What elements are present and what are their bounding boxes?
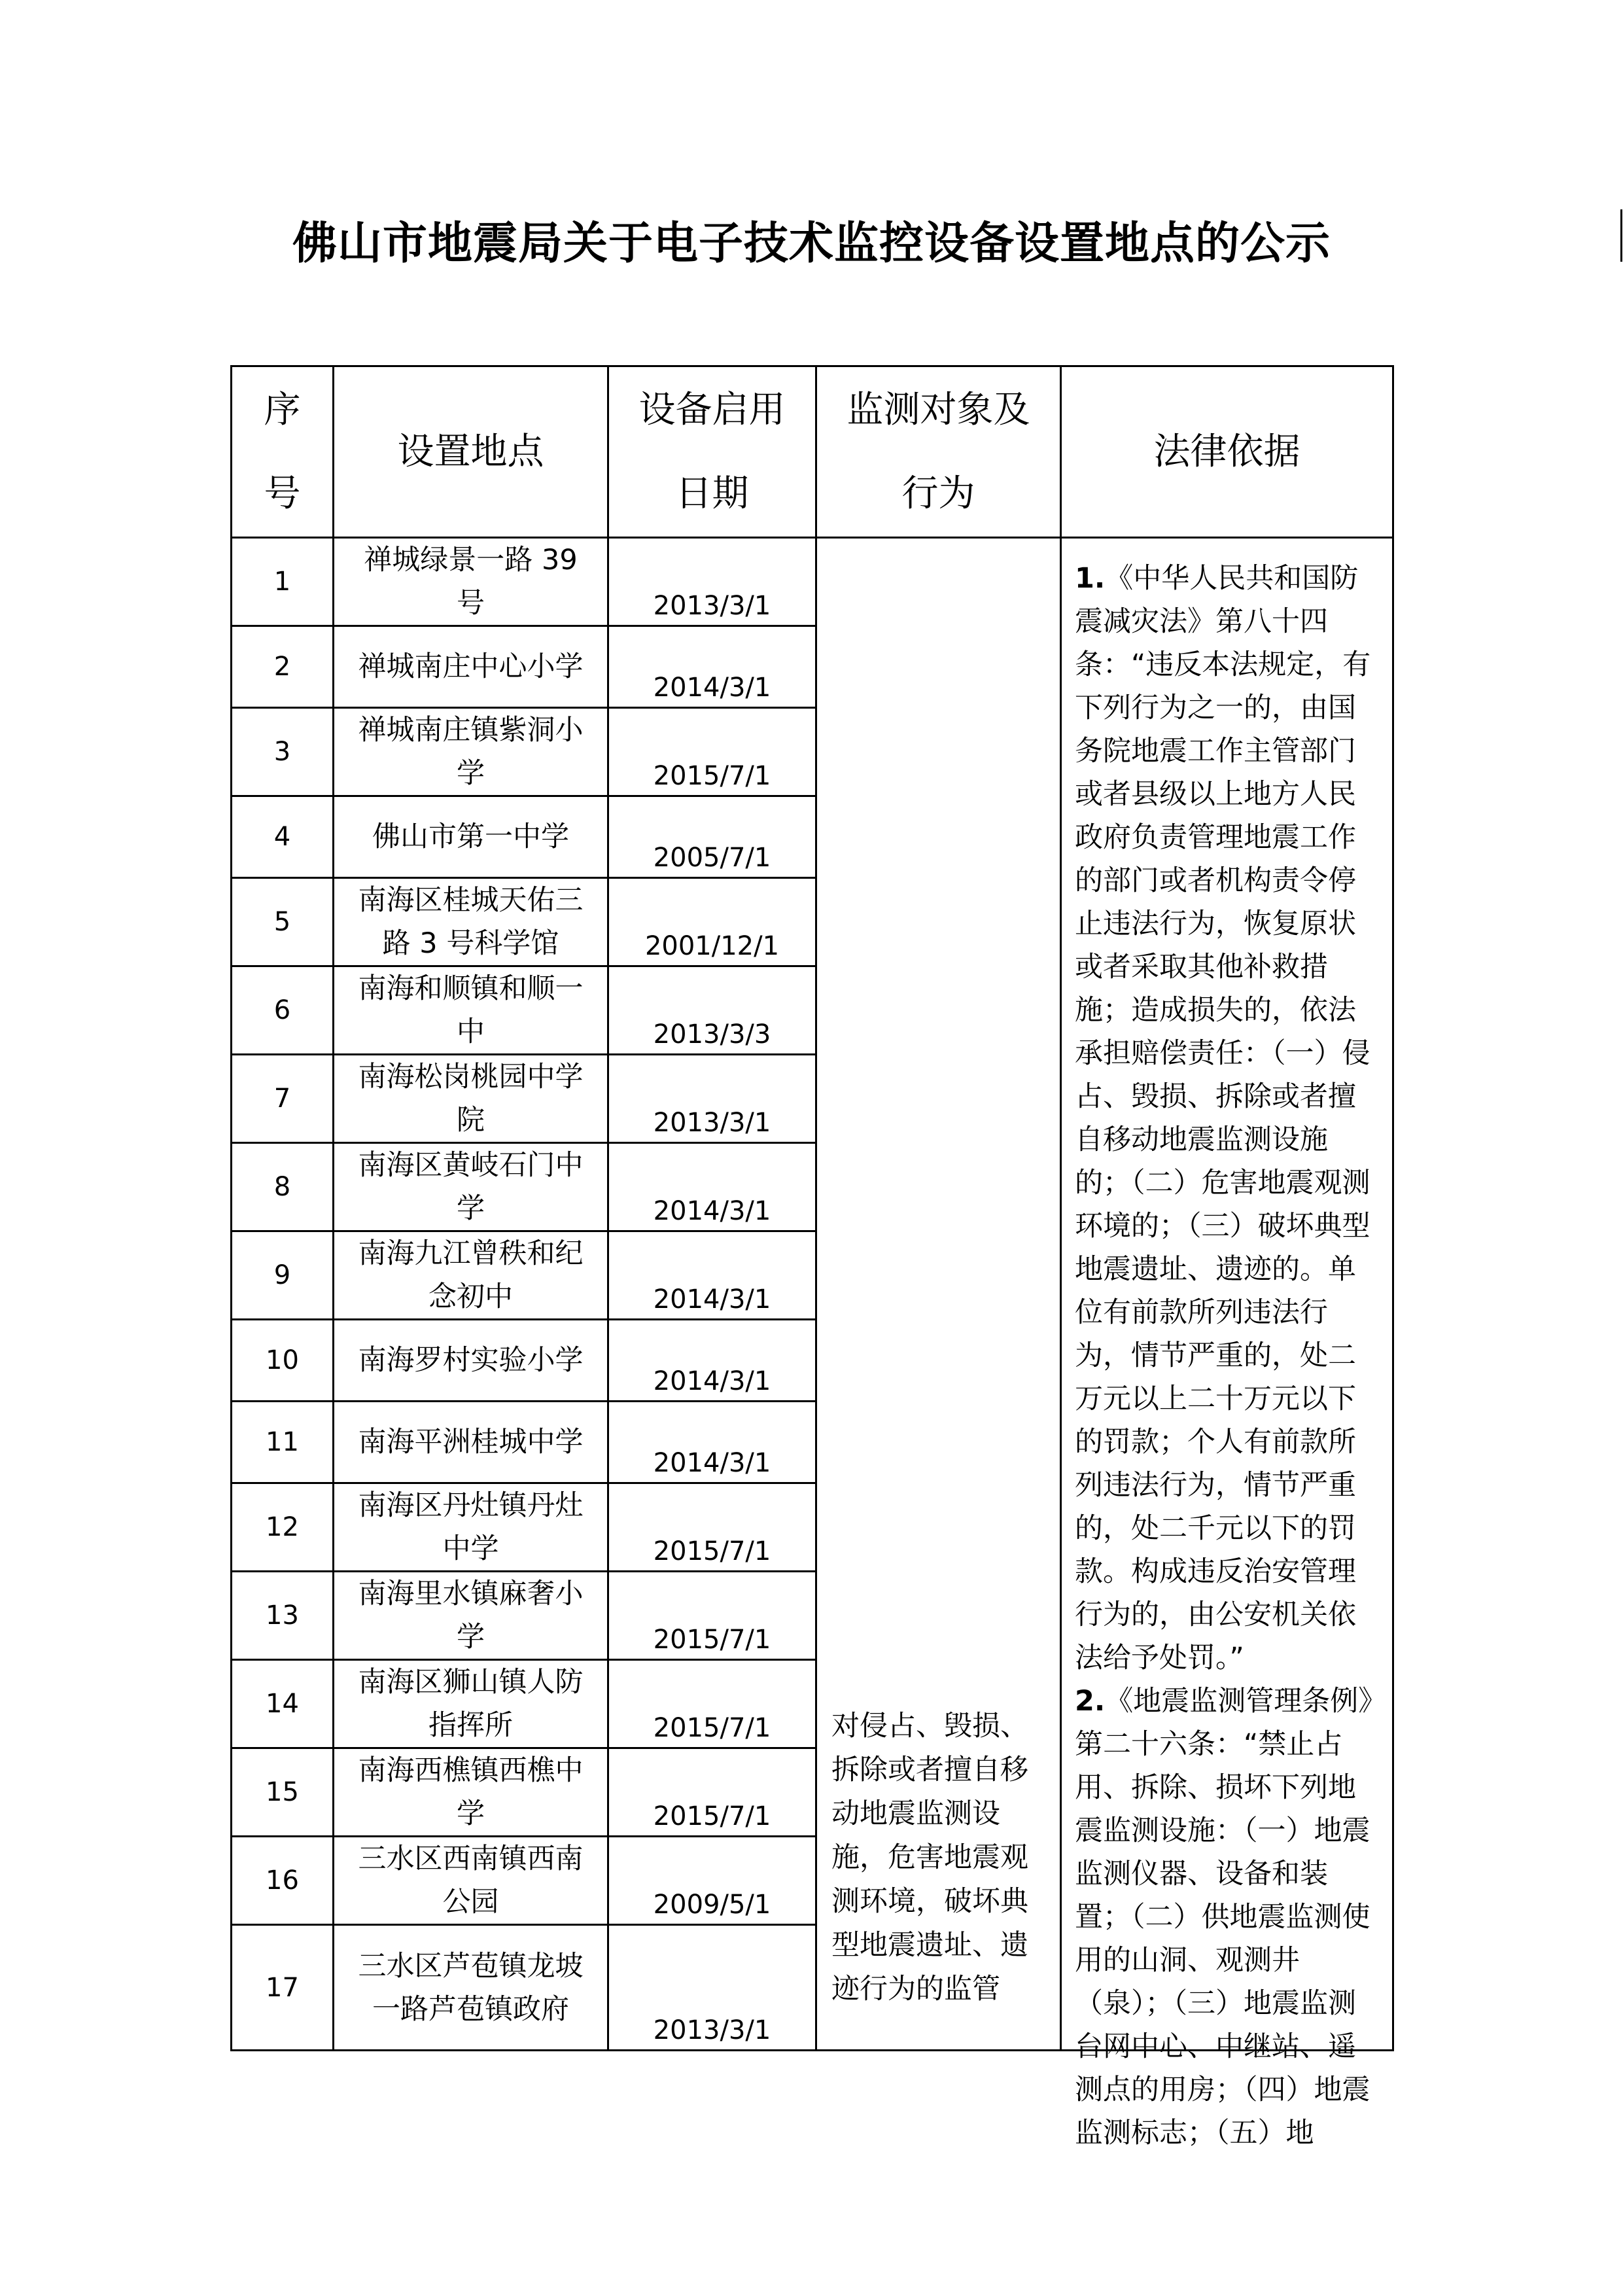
row-date: 2015/7/1	[608, 1483, 816, 1572]
row-number: 8	[232, 1143, 334, 1231]
row-date: 2015/7/1	[608, 1660, 816, 1748]
row-date: 2015/7/1	[608, 1572, 816, 1660]
row-date: 2013/3/1	[608, 1925, 816, 2051]
table-header-row	[232, 366, 1393, 538]
row-location: 禅城南庄镇紫洞小学	[334, 708, 608, 796]
row-location: 佛山市第一中学	[334, 796, 608, 878]
row-number: 5	[232, 878, 334, 966]
row-date: 2014/3/1	[608, 626, 816, 708]
law-item-1-text: 《中华人民共和国防震减灾法》第八十四条：“违反本法规定，有下列行为之一的，由国务院地震工作主管部门或者县级以上地方人民政府负责管理地震工作的部门或者机构责令停止违法行为，恢复原状或者采取其他补救措施；造成损失的，依法承担赔偿责任：（一）侵占、毁损、拆除或者擅自移动地震监测设施的；（二）危害地震观测环境的；（三）破坏典型地震遗址、遗迹的。单位有前款所列违法行为，情节严重的，处二万元以上二十万元以下的罚款；个人有前款所列违法行为，情节严重的，处二千元以下的罚款。构成违反治安管理行为的，由公安机关依法给予处罚。”	[1075, 562, 1371, 1674]
row-number: 17	[232, 1925, 334, 2051]
row-date: 2013/3/3	[608, 966, 816, 1055]
row-number: 6	[232, 966, 334, 1055]
monitoring-target: 对侵占、毁损、拆除或者擅自移动地震监测设施，危害地震观测环境，破坏典型地震遗址、遗迹行为的监管	[816, 538, 1061, 2051]
law-item-2	[1075, 1680, 1379, 2155]
row-date: 2001/12/1	[608, 878, 816, 966]
row-location: 南海区桂城天佑三路 3 号科学馆	[334, 878, 608, 966]
row-date: 2015/7/1	[608, 1748, 816, 1837]
page-title: 佛山市地震局关于电子技术监控设备设置地点的公示	[292, 218, 1331, 270]
header-law: 法律依据	[1061, 366, 1393, 538]
row-date: 2009/5/1	[608, 1837, 816, 1925]
law-item-1-number: 1.	[1075, 562, 1106, 595]
row-number: 9	[232, 1231, 334, 1320]
row-location: 禅城南庄中心小学	[334, 626, 608, 708]
row-location: 南海九江曾秩和纪念初中	[334, 1231, 608, 1320]
header-target-line1: 监测对象及	[846, 388, 1030, 431]
row-location: 南海区黄岐石门中学	[334, 1143, 608, 1231]
row-date: 2014/3/1	[608, 1143, 816, 1231]
header-target-line2: 行为	[901, 472, 975, 515]
row-number: 10	[232, 1320, 334, 1402]
row-location: 南海平洲桂城中学	[334, 1402, 608, 1483]
row-number: 11	[232, 1402, 334, 1483]
row-date: 2005/7/1	[608, 796, 816, 878]
law-item-2-number: 2.	[1075, 1685, 1106, 1718]
header-target	[816, 366, 1061, 538]
row-location: 南海和顺镇和顺一中	[334, 966, 608, 1055]
row-date: 2014/3/1	[608, 1231, 816, 1320]
row-date: 2013/3/1	[608, 1055, 816, 1143]
row-location: 南海区丹灶镇丹灶中学	[334, 1483, 608, 1572]
row-number: 14	[232, 1660, 334, 1748]
row-number: 3	[232, 708, 334, 796]
row-number: 15	[232, 1748, 334, 1837]
row-number: 4	[232, 796, 334, 878]
row-number: 1	[232, 538, 334, 626]
row-location: 南海里水镇麻奢小学	[334, 1572, 608, 1660]
legal-basis-text	[1075, 557, 1379, 2149]
row-number: 13	[232, 1572, 334, 1660]
row-location: 禅城绿景一路 39 号	[334, 538, 608, 626]
table-row	[232, 538, 1393, 626]
header-seq	[232, 366, 334, 538]
header-seq-line2: 号	[264, 472, 301, 515]
legal-basis	[1061, 538, 1393, 2149]
header-seq-line1: 序	[264, 388, 301, 431]
row-location: 南海罗村实验小学	[334, 1320, 608, 1402]
row-date: 2014/3/1	[608, 1402, 816, 1483]
header-date-line1: 设备启用	[638, 388, 786, 431]
row-number: 2	[232, 626, 334, 708]
header-location: 设置地点	[334, 366, 608, 538]
row-date: 2014/3/1	[608, 1320, 816, 1402]
edge-mark	[1620, 209, 1622, 262]
law-item-1	[1075, 557, 1379, 1680]
row-location: 南海松岗桃园中学院	[334, 1055, 608, 1143]
row-location: 三水区芦苞镇龙坡一路芦苞镇政府	[334, 1925, 608, 2051]
row-number: 16	[232, 1837, 334, 1925]
row-date: 2015/7/1	[608, 708, 816, 796]
row-date: 2013/3/1	[608, 538, 816, 626]
row-location: 三水区西南镇西南公园	[334, 1837, 608, 1925]
row-number: 7	[232, 1055, 334, 1143]
row-number: 12	[232, 1483, 334, 1572]
monitoring-sites-table	[230, 365, 1394, 2149]
law-item-2-text: 《地震监测管理条例》第二十六条：“禁止占用、拆除、损坏下列地震监测设施：（一）地震监测仪器、设备和装置；（二）供地震监测使用的山洞、观测井（泉）；（三）地震监测台网中心、中继站、遥测点的用房；（四）地震监测标志；（五）地	[1075, 1685, 1372, 2149]
header-date	[608, 366, 816, 538]
header-date-line2: 日期	[675, 472, 749, 515]
row-location: 南海西樵镇西樵中学	[334, 1748, 608, 1837]
row-location: 南海区狮山镇人防指挥所	[334, 1660, 608, 1748]
